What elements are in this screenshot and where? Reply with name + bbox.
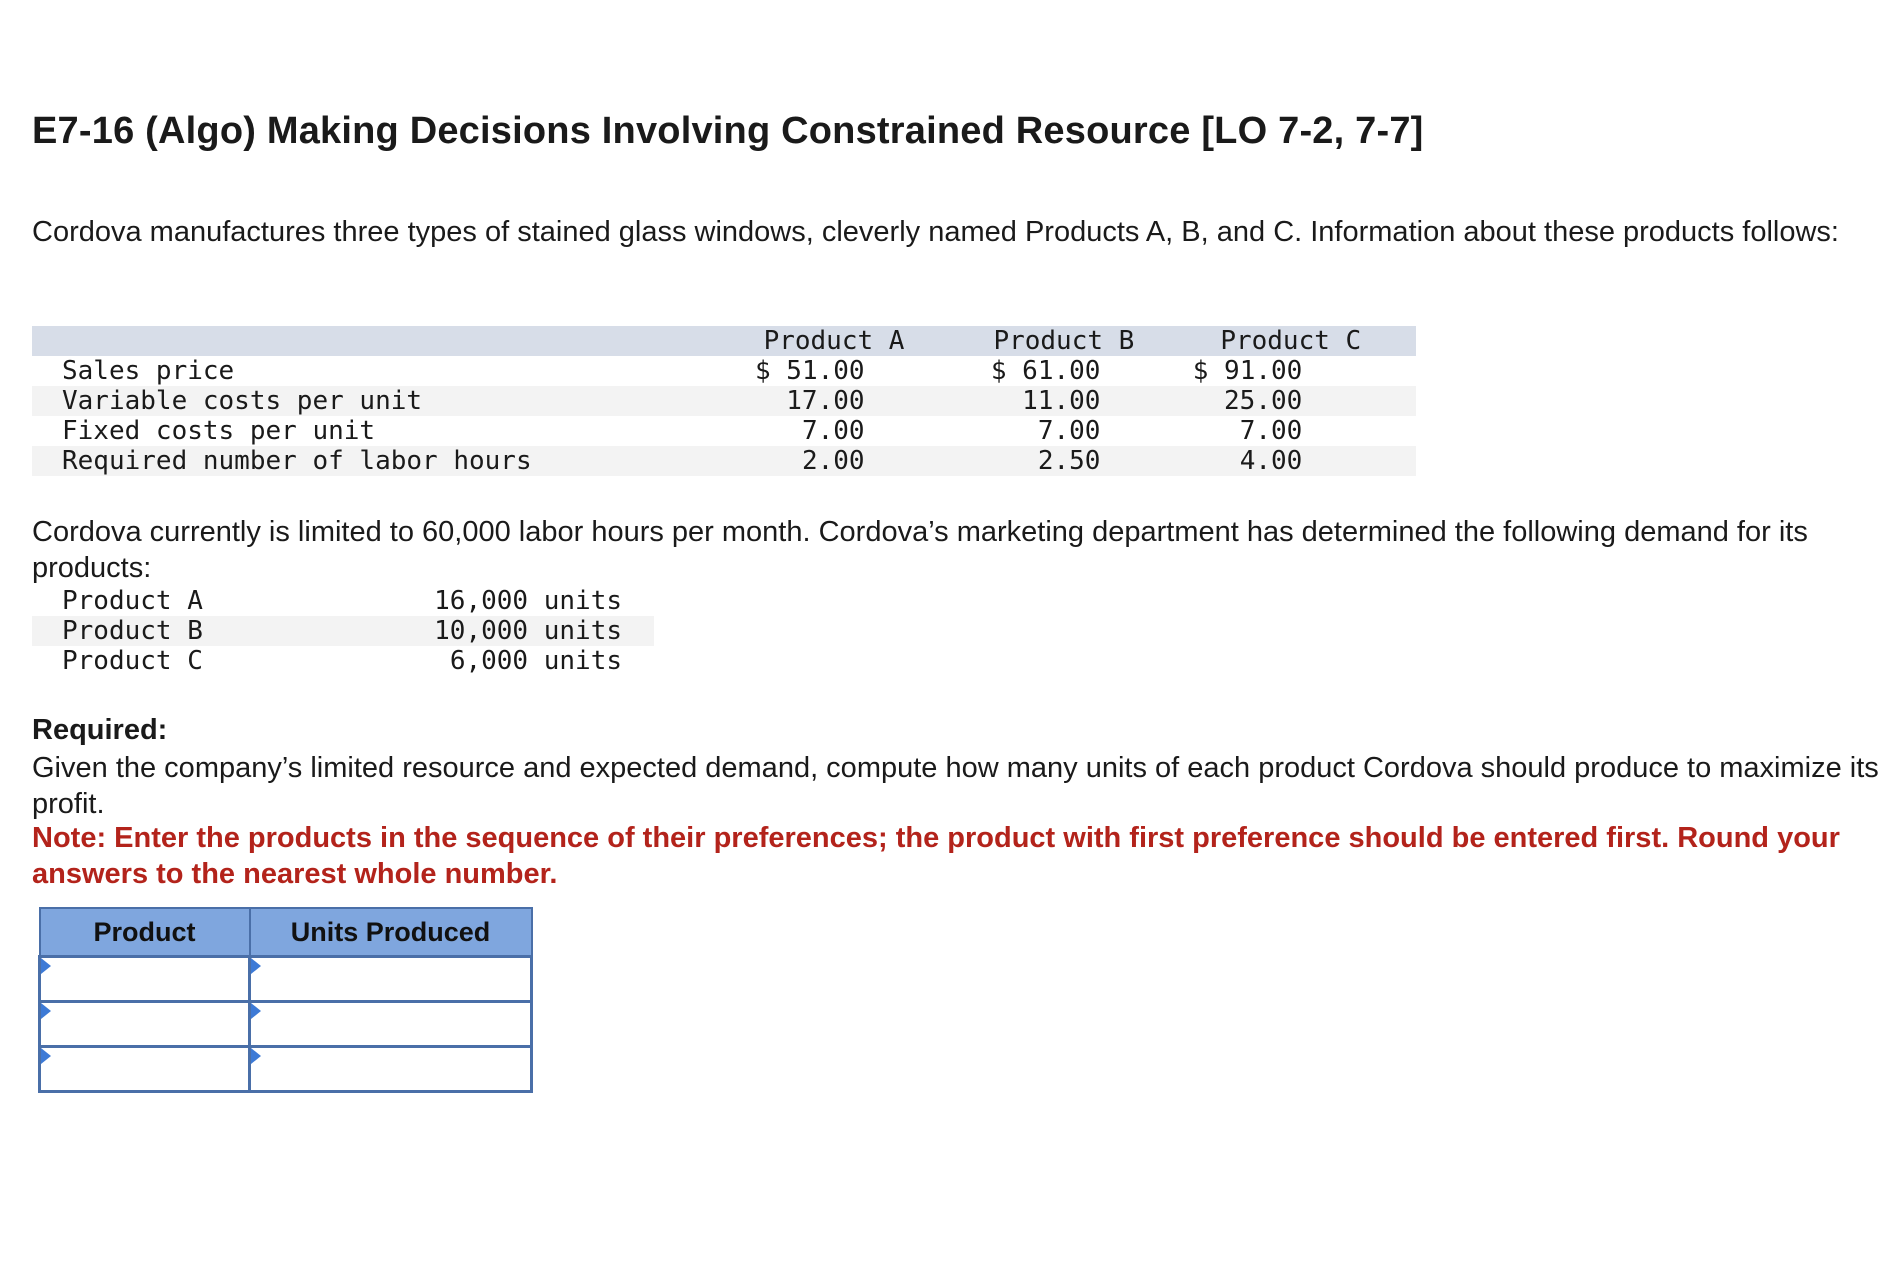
product-info-header-blank [32,326,727,356]
units-cell[interactable] [250,1002,532,1047]
cell-marker-icon [41,1048,51,1064]
cell-marker-icon [251,958,261,974]
demand-row [32,646,654,676]
demand-row [32,586,654,616]
answer-grid [38,907,533,1093]
units-input[interactable] [251,1048,530,1090]
cell-marker-icon [41,1003,51,1019]
units-cell[interactable] [250,957,532,1002]
demand-quantity: 6,000 units [449,646,622,676]
cell-value: 17.00 [786,386,865,416]
labor-hours-row [32,446,1416,476]
row-label: Fixed costs per unit [62,416,376,446]
product-cell[interactable] [40,1002,250,1047]
cell-marker-icon [41,958,51,974]
sales-price-row [32,356,1416,386]
demand-table [32,586,654,676]
answer-row [40,957,532,1002]
units-cell[interactable] [250,1047,532,1092]
product-b-header: Product B [993,326,1135,356]
cell-value: 4.00 [1239,446,1303,476]
labor-limit-text: Cordova currently is limited to 60,000 labor hours per month. Cordova’s marketing department has determined the following demand for its products: [32,516,1808,584]
product-input[interactable] [41,1003,248,1045]
intro-text: Cordova manufactures three types of stained glass windows, cleverly named Products A, B, and C. Information about these products follows: [32,216,1839,248]
demand-quantity: 16,000 units [434,586,622,616]
fixed-costs-row [32,416,1416,446]
row-label: Variable costs per unit [62,386,423,416]
product-info-header-row [32,326,1416,356]
cell-value: 2.00 [801,446,865,476]
demand-product-label: Product C [62,646,203,676]
units-input[interactable] [251,958,530,1000]
cell-value: $ 91.00 [1192,356,1303,386]
answer-grid-header-row [40,908,532,957]
product-column-header: Product [40,908,250,957]
units-column-header: Units Produced [250,908,532,957]
answer-row [40,1002,532,1047]
cell-value: $ 51.00 [754,356,865,386]
answer-row [40,1047,532,1092]
note-text: Note: Enter the products in the sequence of their preferences; the product with first preference should be entered first. Round your answers to the nearest whole number. [32,822,1840,890]
units-input[interactable] [251,1003,530,1045]
required-heading: Required: [32,714,168,746]
demand-product-label: Product B [62,616,203,646]
cell-value: 11.00 [1022,386,1101,416]
question-text: Given the company’s limited resource and expected demand, compute how many units of each product Cordova should produce to maximize its profit. [32,752,1879,820]
cell-value: $ 61.00 [990,356,1101,386]
demand-product-label: Product A [62,586,203,616]
page-title: E7-16 (Algo) Making Decisions Involving Constrained Resource [LO 7-2, 7-7] [32,110,1424,152]
variable-costs-row [32,386,1416,416]
cell-marker-icon [251,1003,261,1019]
product-cell[interactable] [40,1047,250,1092]
product-cell[interactable] [40,957,250,1002]
demand-quantity: 10,000 units [434,616,622,646]
product-a-header: Product A [763,326,905,356]
product-info-table [32,326,1416,476]
cell-value: 25.00 [1224,386,1303,416]
cell-value: 7.00 [1037,416,1101,446]
cell-marker-icon [251,1048,261,1064]
row-label: Required number of labor hours [62,446,532,476]
cell-value: 7.00 [1239,416,1303,446]
cell-value: 7.00 [801,416,865,446]
product-c-header: Product C [1220,326,1362,356]
row-label: Sales price [62,356,235,386]
cell-value: 2.50 [1037,446,1101,476]
product-input[interactable] [41,1048,248,1090]
demand-row [32,616,654,646]
product-input[interactable] [41,958,248,1000]
